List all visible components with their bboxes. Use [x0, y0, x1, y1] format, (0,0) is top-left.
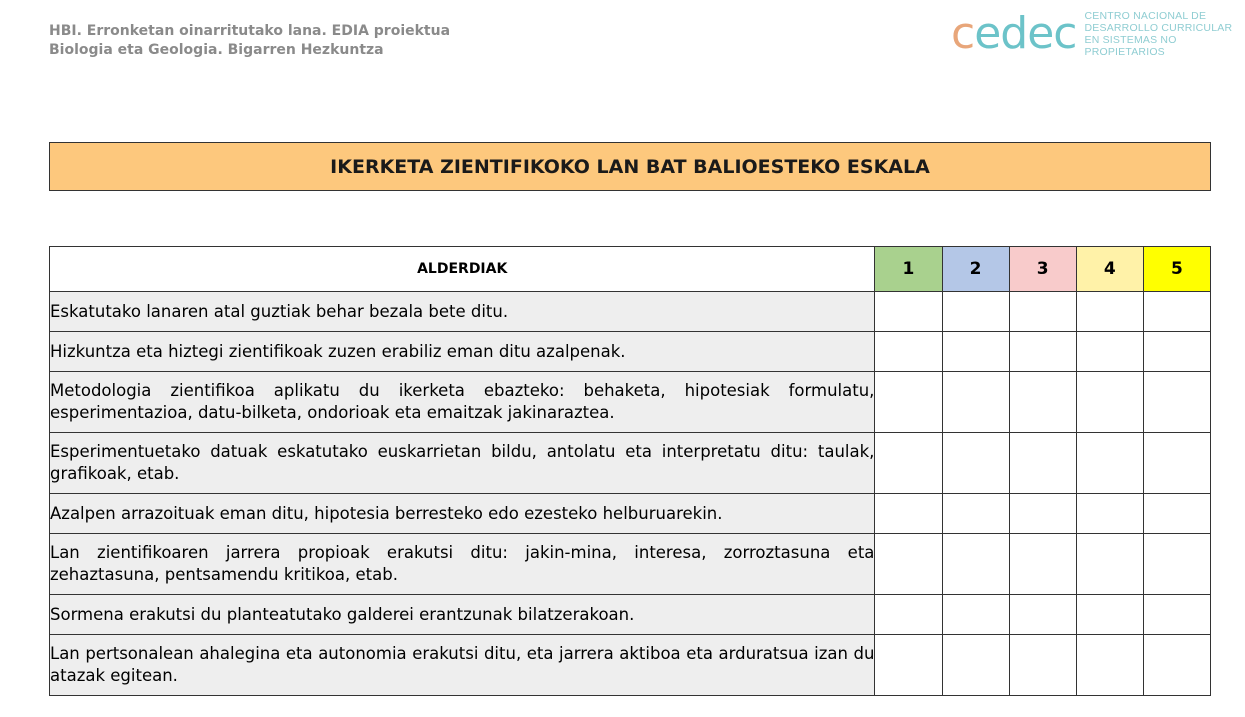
aspect-description: Eskatutako lanaren atal guztiak behar bezala bete ditu. [50, 292, 875, 332]
score-cell-4[interactable] [1076, 635, 1143, 696]
score-cell-3[interactable] [1009, 372, 1076, 433]
score-cell-5[interactable] [1143, 433, 1210, 494]
score-cell-5[interactable] [1143, 332, 1210, 372]
score-header-3: 3 [1009, 247, 1076, 292]
table-row [50, 534, 1211, 595]
aspect-description: Lan pertsonalean ahalegina eta autonomia erakutsi ditu, eta jarrera aktiboa eta arduratsua izan du atazak egitean. [50, 635, 875, 696]
aspect-description: Metodologia zientifikoa aplikatu du ikerketa ebazteko: behaketa, hipotesiak formulatu, esperimentazioa, datu-bilketa, ondorioak eta emaitzak jakinaraztea. [50, 372, 875, 433]
score-cell-2[interactable] [942, 635, 1009, 696]
aspect-description: Lan zientifikoaren jarrera propioak erakutsi ditu: jakin-mina, interesa, zorroztasuna eta zehaztasuna, pentsamendu kritikoa, etab. [50, 534, 875, 595]
score-cell-4[interactable] [1076, 433, 1143, 494]
score-cell-5[interactable] [1143, 292, 1210, 332]
score-header-2: 2 [942, 247, 1009, 292]
score-cell-3[interactable] [1009, 635, 1076, 696]
score-cell-5[interactable] [1143, 494, 1210, 534]
score-cell-4[interactable] [1076, 595, 1143, 635]
score-cell-4[interactable] [1076, 534, 1143, 595]
score-cell-4[interactable] [1076, 494, 1143, 534]
score-cell-3[interactable] [1009, 494, 1076, 534]
logo-subtitle: CENTRO NACIONAL DE DESARROLLO CURRICULAR EN SISTEMAS NO PROPIETARIOS [1084, 10, 1233, 58]
table-row [50, 292, 1211, 332]
score-cell-1[interactable] [875, 292, 942, 332]
score-cell-5[interactable] [1143, 372, 1210, 433]
score-cell-2[interactable] [942, 332, 1009, 372]
score-cell-2[interactable] [942, 494, 1009, 534]
page-title: IKERKETA ZIENTIFIKOKO LAN BAT BALIOESTEKO ESKALA [49, 142, 1211, 191]
score-cell-2[interactable] [942, 292, 1009, 332]
header-course-line: HBI. Erronketan oinarritutako lana. EDIA proiektua [49, 23, 451, 39]
document-header [49, 22, 450, 60]
score-cell-4[interactable] [1076, 372, 1143, 433]
score-cell-4[interactable] [1076, 332, 1143, 372]
table-row [50, 494, 1211, 534]
score-cell-1[interactable] [875, 595, 942, 635]
score-cell-1[interactable] [875, 635, 942, 696]
cedec-logo [951, 10, 1245, 58]
score-cell-3[interactable] [1009, 595, 1076, 635]
score-cell-2[interactable] [942, 433, 1009, 494]
score-header-4: 4 [1076, 247, 1143, 292]
logo-wordmark: cedec [951, 8, 1077, 59]
table-row [50, 372, 1211, 433]
table-header-row [50, 247, 1211, 292]
score-cell-3[interactable] [1009, 292, 1076, 332]
score-cell-2[interactable] [942, 534, 1009, 595]
score-cell-1[interactable] [875, 372, 942, 433]
rating-scale-table [49, 246, 1211, 696]
score-cell-5[interactable] [1143, 635, 1210, 696]
table-row [50, 332, 1211, 372]
aspect-description: Azalpen arrazoituak eman ditu, hipotesia berresteko edo ezesteko helburuarekin. [50, 494, 875, 534]
table-row [50, 433, 1211, 494]
score-cell-3[interactable] [1009, 534, 1076, 595]
score-cell-2[interactable] [942, 595, 1009, 635]
table-row [50, 635, 1211, 696]
score-cell-1[interactable] [875, 332, 942, 372]
score-cell-4[interactable] [1076, 292, 1143, 332]
table-body [50, 292, 1211, 696]
score-cell-3[interactable] [1009, 433, 1076, 494]
score-cell-3[interactable] [1009, 332, 1076, 372]
aspect-description: Sormena erakutsi du planteatutako galderei erantzunak bilatzerakoan. [50, 595, 875, 635]
aspects-column-header: ALDERDIAK [50, 247, 875, 292]
score-cell-5[interactable] [1143, 534, 1210, 595]
header-subject-line: Biologia eta Geologia. Bigarren Hezkuntza [49, 42, 384, 58]
aspect-description: Hizkuntza eta hiztegi zientifikoak zuzen erabiliz eman ditu azalpenak. [50, 332, 875, 372]
score-cell-2[interactable] [942, 372, 1009, 433]
score-cell-1[interactable] [875, 433, 942, 494]
score-cell-1[interactable] [875, 494, 942, 534]
score-cell-5[interactable] [1143, 595, 1210, 635]
score-header-5: 5 [1143, 247, 1210, 292]
table-row [50, 595, 1211, 635]
score-header-1: 1 [875, 247, 942, 292]
aspect-description: Esperimentuetako datuak eskatutako euskarrietan bildu, antolatu eta interpretatu ditu: taulak, grafikoak, etab. [50, 433, 875, 494]
score-cell-1[interactable] [875, 534, 942, 595]
